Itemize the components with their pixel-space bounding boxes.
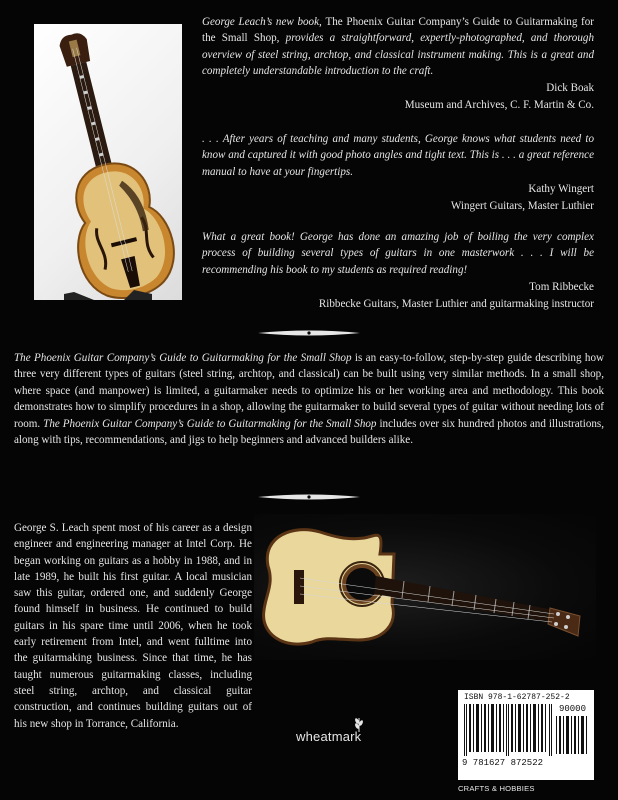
bio-text: George S. Leach spent most of his career as a design engineer and engineering manager at Intel Corp. He began working on guitars as a hobby in 1988, and in late 1989, he built his first guitar. A local musician saw this guitar, ordered one, and suddenly George found himself in business. He continued to build guitars in his spare time until 2006, when he took early retirement from Intel, and went fulltime into the guitarmaking business. Since that time, he has taught numerous guitarmaking classes, including steel string, archtop, and classical guitar construction, and continues building guitars out of his new shop in Torrance, California. bbox=[14, 522, 252, 730]
review-quote-wingert bbox=[202, 131, 594, 213]
archtop-guitar-illustration bbox=[34, 24, 182, 300]
review-quote-boak bbox=[202, 14, 594, 112]
archtop-guitar-photo bbox=[34, 24, 182, 300]
reviewer-name: Kathy Wingert bbox=[528, 182, 594, 195]
reviewer-name: Tom Ribbecke bbox=[529, 280, 594, 293]
reviewer-name: Dick Boak bbox=[546, 82, 594, 95]
book-category: CRAFTS & HOBBIES bbox=[458, 784, 535, 793]
ornament-divider bbox=[256, 490, 362, 504]
isbn-barcode bbox=[458, 690, 594, 780]
price-code: 90000 bbox=[558, 704, 586, 714]
reviewer-affiliation: Wingert Guitars, Master Luthier bbox=[450, 199, 594, 212]
review-quote-ribbecke bbox=[202, 229, 594, 311]
description-text: includes over six hundred photos and illustrations, along with tips, recommendations, and jigs to help beginners and advanced builders alike. bbox=[14, 417, 605, 447]
main-barcode-bars bbox=[464, 704, 552, 756]
book-title: The Phoenix Guitar Company’s Guide to Guitarmaking for the Small Shop bbox=[14, 352, 352, 364]
isbn-number: ISBN 978-1-62787-252-2 bbox=[464, 693, 570, 702]
description-text: is an easy-to-follow, step-by-step guide describing how three very different types of guitars (steel string, archtop, and classical) can be built using very similar methods. In a small shop, where space (and manpower) is limited, a guitarmaker needs to optimize his or her working area and methodology. This book demonstrates how to simplify procedures in a shop, allowing the guitarmaker to build several types of guitar without needing lots of room. bbox=[14, 352, 605, 430]
addon-barcode-bars bbox=[556, 716, 588, 754]
quote-body: . . . After years of teaching and many students, George knows what students need to know and captured it with good photo angles and tight text. This is . . . a great reference manual to have at your fingertips. bbox=[202, 133, 594, 178]
book-title: The Phoenix Guitar Company’s Guide to Guitarmaking for the Small Shop bbox=[202, 16, 594, 45]
quote-body: What a great book! George has done an amazing job of boiling the very complex process of building several types of guitars in one masterwork . . . I will be recommending his book to my students as required reading! bbox=[202, 231, 594, 276]
publisher-logo bbox=[296, 716, 400, 746]
reviewer-affiliation: Museum and Archives, C. F. Martin & Co. bbox=[404, 99, 594, 112]
ornament-divider bbox=[256, 326, 362, 340]
book-title: The Phoenix Guitar Company’s Guide to Guitarmaking for the Small Shop bbox=[43, 417, 377, 430]
quote-intro: George Leach’s new book, bbox=[202, 16, 322, 28]
classical-guitar-photo bbox=[254, 514, 596, 660]
author-bio bbox=[14, 520, 252, 732]
reviewer-affiliation: Ribbecke Guitars, Master Luthier and guitarmaking instructor bbox=[318, 297, 594, 310]
quote-body: , provides a straightforward, expertly-photographed, and thorough overview of steel string, archtop, and classical instrument making. This is a great and completely understandable introduction to the craft. bbox=[202, 32, 594, 77]
classical-guitar-illustration bbox=[254, 514, 596, 660]
book-description bbox=[14, 350, 604, 448]
ean-number: 9 781627 872522 bbox=[462, 758, 544, 768]
publisher-name: wheatmark bbox=[296, 729, 362, 744]
